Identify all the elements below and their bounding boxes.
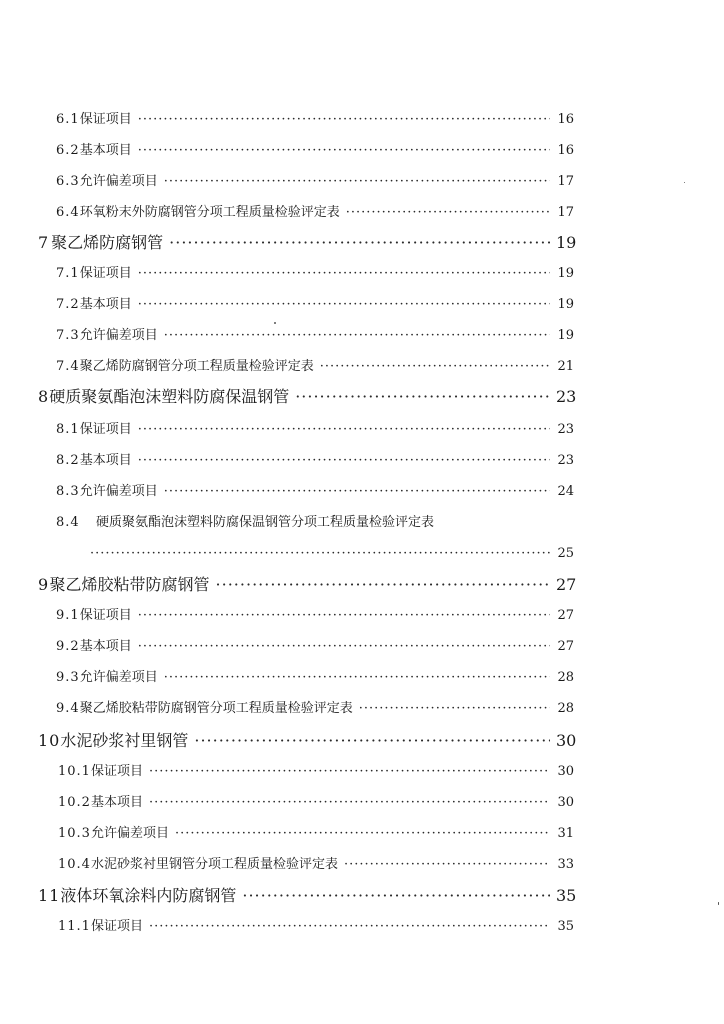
toc-entry xyxy=(56,139,574,163)
entry-title: 允许偏差项目 xyxy=(79,484,158,499)
dot-leader xyxy=(164,666,550,690)
entry-number: 9.4 xyxy=(56,701,80,716)
entry-page: 27 xyxy=(557,639,574,654)
entry-number: 9.3 xyxy=(56,670,80,685)
toc-entry xyxy=(58,822,574,846)
entry-title: 允许偏差项目 xyxy=(90,826,169,841)
entry-page: 23 xyxy=(557,453,574,468)
entry-number: 9.1 xyxy=(56,608,80,623)
toc-entry xyxy=(56,108,574,132)
entry-number: 6.4 xyxy=(56,205,80,220)
dot-leader xyxy=(90,542,550,566)
dot-leader xyxy=(164,480,550,504)
dot-leader xyxy=(164,324,550,348)
entry-page: 24 xyxy=(557,484,574,499)
chapter-page: 27 xyxy=(556,575,577,594)
chapter-page: 19 xyxy=(556,233,577,252)
toc-entry xyxy=(56,666,574,690)
entry-title: 环氧粉末外防腐钢管分项工程质量检验评定表 xyxy=(79,205,340,220)
dot-leader xyxy=(149,915,550,939)
dot-leader xyxy=(320,355,550,379)
toc-entry xyxy=(56,293,574,317)
entry-number: 9.2 xyxy=(56,639,80,654)
entry-number: 10.4 xyxy=(58,857,91,872)
entry-number: 6.1 xyxy=(56,112,80,127)
toc-entry xyxy=(58,760,574,784)
entry-page: 33 xyxy=(557,857,574,872)
toc-entry xyxy=(58,791,574,815)
chapter-title: 液体环氧涂料内防腐钢管 xyxy=(60,886,237,905)
toc-entry xyxy=(58,915,574,939)
entry-page: 17 xyxy=(557,205,574,220)
entry-page: 28 xyxy=(557,670,574,685)
entry-title: 保证项目 xyxy=(90,764,143,779)
entry-title: 硬质聚氨酯泡沫塑料防腐保温钢管分项工程质量检验评定表 xyxy=(96,515,435,530)
entry-page: 19 xyxy=(557,328,574,343)
scan-speck xyxy=(274,322,276,324)
dot-leader xyxy=(242,884,550,908)
entry-number: 10.3 xyxy=(58,826,91,841)
entry-number: 7.1 xyxy=(56,266,80,281)
toc-entry xyxy=(56,418,574,442)
dot-leader xyxy=(138,139,550,163)
dot-leader xyxy=(138,108,550,132)
scan-speck xyxy=(718,902,719,905)
entry-number: 8.1 xyxy=(56,422,80,437)
entry-title: 基本项目 xyxy=(79,453,132,468)
dot-leader xyxy=(149,791,550,815)
entry-number: 6.3 xyxy=(56,174,80,189)
chapter-page: 30 xyxy=(556,731,577,750)
chapter-number: 8 xyxy=(38,387,50,406)
dot-leader xyxy=(216,573,550,597)
toc-chapter xyxy=(38,573,577,597)
entry-page: 19 xyxy=(557,266,574,281)
dot-leader xyxy=(194,729,550,753)
entry-title: 保证项目 xyxy=(79,266,132,281)
entry-number: 7.3 xyxy=(56,328,80,343)
entry-page: 28 xyxy=(557,701,574,716)
entry-number: 11.1 xyxy=(58,919,91,934)
entry-page: 21 xyxy=(557,359,574,374)
chapter-number: 9 xyxy=(38,575,50,594)
dot-leader xyxy=(344,853,550,877)
dot-leader xyxy=(138,604,550,628)
entry-page: 23 xyxy=(557,422,574,437)
entry-page: 19 xyxy=(557,297,574,312)
dot-leader xyxy=(359,697,550,721)
entry-title: 保证项目 xyxy=(79,608,132,623)
chapter-title: 聚乙烯胶粘带防腐钢管 xyxy=(49,575,210,594)
toc-entry xyxy=(56,480,574,504)
dot-leader xyxy=(169,231,550,255)
entry-number: 7.4 xyxy=(56,359,80,374)
dot-leader xyxy=(138,418,550,442)
toc-entry xyxy=(56,635,574,659)
entry-title: 基本项目 xyxy=(79,297,132,312)
entry-title: 允许偏差项目 xyxy=(79,670,158,685)
entry-number: 8.2 xyxy=(56,453,80,468)
entry-title: 聚乙烯胶粘带防腐钢管分项工程质量检验评定表 xyxy=(79,701,353,716)
entry-title: 保证项目 xyxy=(79,112,132,127)
toc-entry xyxy=(56,201,574,225)
chapter-title: 聚乙烯防腐钢管 xyxy=(51,233,164,252)
entry-title: 基本项目 xyxy=(79,143,132,158)
toc-entry xyxy=(56,697,574,721)
entry-number: 10.1 xyxy=(58,764,91,779)
toc-entry-wrapped xyxy=(56,511,574,535)
chapter-number: 10 xyxy=(38,731,61,750)
chapter-page: 23 xyxy=(556,387,577,406)
toc-entry-continuation xyxy=(90,542,574,566)
entry-page: 30 xyxy=(557,795,574,810)
dot-leader xyxy=(138,293,550,317)
toc-entry xyxy=(56,324,574,348)
entry-page: 17 xyxy=(557,174,574,189)
dot-leader xyxy=(138,635,550,659)
entry-page: 16 xyxy=(557,143,574,158)
chapter-title: 水泥砂浆衬里钢管 xyxy=(60,731,189,750)
chapter-number: 7 xyxy=(38,233,50,252)
toc-entry xyxy=(56,170,574,194)
toc-entry xyxy=(56,355,574,379)
dot-leader xyxy=(175,822,550,846)
toc-chapter xyxy=(38,884,577,908)
entry-page: 16 xyxy=(557,112,574,127)
toc-chapter xyxy=(38,385,577,409)
entry-page: 30 xyxy=(557,764,574,779)
toc-chapter xyxy=(38,231,577,255)
dot-leader xyxy=(346,201,550,225)
entry-title: 水泥砂浆衬里钢管分项工程质量检验评定表 xyxy=(90,857,338,872)
toc-entry xyxy=(58,853,574,877)
toc-chapter xyxy=(38,729,577,753)
dot-leader xyxy=(138,449,550,473)
toc-entry xyxy=(56,604,574,628)
entry-page: 31 xyxy=(557,826,574,841)
chapter-title: 硬质聚氨酯泡沫塑料防腐保温钢管 xyxy=(49,387,290,406)
entry-number: 10.2 xyxy=(58,795,91,810)
entry-number: 7.2 xyxy=(56,297,80,312)
dot-leader xyxy=(164,170,550,194)
scan-speck xyxy=(684,182,685,183)
chapter-number: 11 xyxy=(38,886,61,905)
entry-page: 35 xyxy=(557,919,574,934)
toc-entry xyxy=(56,449,574,473)
dot-leader xyxy=(295,385,550,409)
entry-number: 6.2 xyxy=(56,143,80,158)
chapter-page: 35 xyxy=(556,886,577,905)
entry-page: 27 xyxy=(557,608,574,623)
entry-number: 8.3 xyxy=(56,484,80,499)
entry-page: 25 xyxy=(557,546,574,561)
entry-title: 聚乙烯防腐钢管分项工程质量检验评定表 xyxy=(79,359,314,374)
entry-title: 允许偏差项目 xyxy=(79,174,158,189)
entry-title: 允许偏差项目 xyxy=(79,328,158,343)
dot-leader xyxy=(138,262,550,286)
entry-title: 基本项目 xyxy=(79,639,132,654)
dot-leader xyxy=(149,760,550,784)
entry-number: 8.4 xyxy=(56,515,80,530)
entry-title: 保证项目 xyxy=(79,422,132,437)
entry-title: 保证项目 xyxy=(90,919,143,934)
toc-entry xyxy=(56,262,574,286)
entry-title: 基本项目 xyxy=(90,795,143,810)
